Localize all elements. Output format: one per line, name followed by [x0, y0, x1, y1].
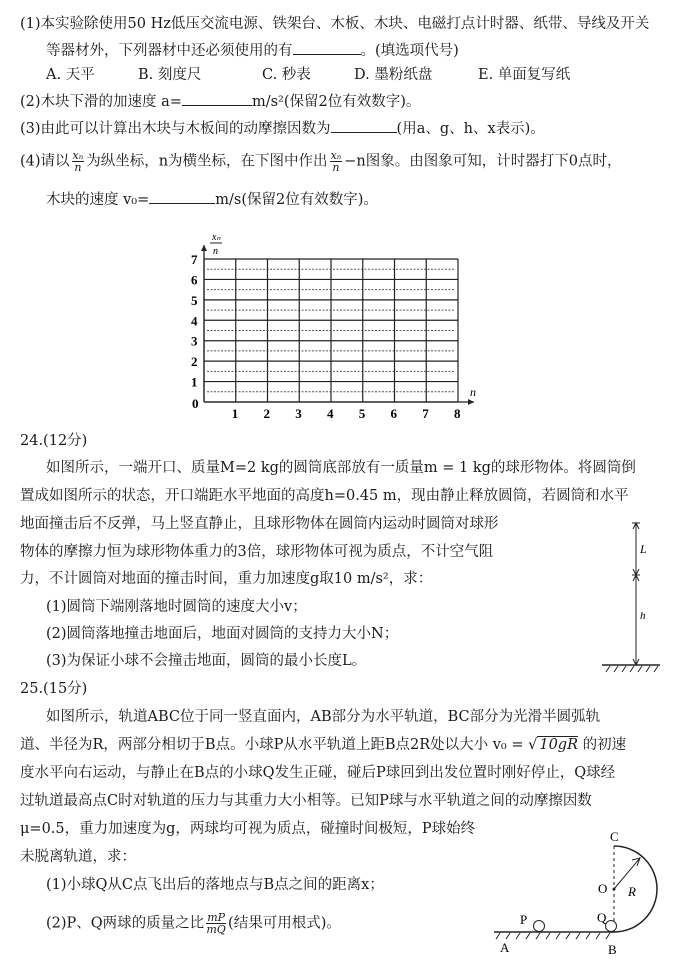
label-b: B: [608, 942, 617, 957]
fraction-numerator: mP: [207, 911, 226, 924]
q24-question-3: (3)为保证小球不会撞击地面，圆筒的最小长度L。: [46, 653, 367, 669]
track-diagram: [480, 828, 680, 968]
ground-hatch: [606, 666, 658, 672]
fraction-numerator: xₙ: [330, 149, 342, 162]
y-tick-label: 6: [191, 272, 198, 288]
x-axis-label: n: [470, 385, 476, 399]
fraction-numerator: xₙ: [72, 149, 84, 162]
y-axis-label-num: xₙ: [212, 232, 221, 243]
radius-arrow: [614, 858, 640, 889]
y-tick-label: 2: [191, 354, 198, 370]
q25-line-1: 如图所示，轨道ABC位于同一竖直面内，AB部分为水平轨道，BC部分为光滑半圆弧轨: [46, 709, 601, 725]
x-tick-label: 5: [358, 406, 366, 421]
fraction-denominator: n: [332, 161, 340, 174]
y-tick-label: 5: [191, 292, 198, 308]
q23-part3-note: (用a、g、h、x表示)。: [396, 121, 545, 137]
fraction-denominator: n: [74, 161, 82, 174]
q25-line-2-text: 道、半径为R，两部分相切于B点。小球P从水平轨道上距B点2R处以大小 v₀ =: [20, 737, 529, 753]
option-d: D. 墨粉纸盘: [354, 67, 433, 83]
q25-header: 25.(15分): [20, 681, 88, 697]
fraction-denominator: mQ: [206, 923, 226, 936]
q25-question-1: (1)小球Q从C点飞出后的落地点与B点之间的距离x；: [46, 877, 384, 893]
label-L: L: [640, 542, 647, 556]
option-b: B. 刻度尺: [138, 67, 202, 83]
y-tick-label: 7: [191, 252, 198, 267]
q24-line-1: 如图所示，一端开口、质量M=2 kg的圆筒底部放有一质量m = 1 kg的球形物体。将圆筒倒: [46, 460, 636, 476]
origin-label: 0: [192, 396, 199, 411]
q25-line-2: 道、半径为R，两部分相切于B点。小球P从水平轨道上距B点2R处以大小 v₀ = √ 10gR 的初速: [20, 737, 627, 753]
ball-q: [606, 921, 617, 932]
label-q: Q: [597, 910, 607, 925]
q23-part1-note: 。(填选项代号): [360, 43, 459, 59]
x-tick-label: 7: [422, 406, 429, 421]
label-r: R: [628, 884, 636, 899]
y-tick-label: 4: [191, 313, 198, 329]
center-point: [613, 888, 616, 891]
q23-part2-text: (2)木块下滑的加速度 a=: [20, 94, 182, 110]
label-h: h: [640, 610, 646, 622]
q24-header: 24.(12分): [20, 433, 88, 449]
x-tick-label: 3: [295, 406, 302, 421]
q23-part1-text: 等器材外，下列器材中还必须使用的有: [46, 43, 293, 59]
label-a: A: [500, 940, 510, 955]
label-p: P: [520, 912, 528, 927]
option-c: C. 秒表: [262, 67, 311, 83]
q23-part2-note: m/s²(保留2位有效数字)。: [251, 94, 421, 110]
x-tick-label: 8: [454, 406, 461, 421]
q25-line-3: 度水平向右运动，与静止在B点的小球Q发生正碰，碰后P球回到出发位置时刚好停止，Q球经: [20, 765, 616, 781]
q25-question-2: [46, 912, 341, 935]
q23-part4-text-e: m/s(保留2位有效数字)。: [215, 192, 378, 208]
option-e: E. 单面复写纸: [478, 67, 571, 83]
q25-line-5: μ=0.5，重力加速度为g，两球均可视为质点，碰撞时间极短，P球始终: [20, 821, 476, 837]
x-tick-label: 4: [327, 406, 334, 421]
label-o: O: [598, 881, 608, 896]
track-hatch: [496, 933, 610, 939]
q23-part4-text-c: −n图象。由图象可知，计时器打下0点时，: [344, 153, 622, 170]
q25-line-2-tail: 的初速: [578, 737, 627, 753]
x-tick-label: 2: [263, 406, 270, 421]
q24-line-2: 置成如图所示的状态，开口端距水平地面的高度h=0.45 m，现由静止释放圆筒，若圆筒和水平: [20, 488, 629, 504]
q23-part4-text-d: 木块的速度 v₀=: [46, 192, 150, 208]
x-tick-label: 6: [390, 406, 397, 421]
q25-line-4: 过轨道最高点C时对轨道的压力与其重力大小相等。已知P球与水平轨道之间的动摩擦因数: [20, 793, 592, 809]
ball-p: [534, 921, 545, 932]
y-tick-label: 1: [191, 374, 198, 390]
q24-question-1: (1)圆筒下端刚落地时圆筒的速度大小v；: [46, 599, 307, 615]
cylinder-drop-diagram: [580, 515, 660, 675]
q23-part3-text: (3)由此可以计算出木块与木板间的动摩擦因数为: [20, 121, 331, 137]
q25-question-2-text: (2)P、Q两球的质量之比: [46, 915, 205, 932]
q24-question-2: (2)圆筒落地撞击地面后，地面对圆筒的支持力大小N；: [46, 626, 399, 642]
q23-part4-text-b: 为纵坐标，n为横坐标，在下图中作出: [86, 153, 328, 170]
q23-part1-line1: (1)本实验除使用50 Hz低压交流电源、铁架台、木板、木块、电磁打点计时器、纸带、导线及开关: [20, 16, 650, 32]
mass-ratio-fraction: [206, 912, 226, 935]
q23-part4-text-a: (4)请以: [20, 153, 70, 170]
q25-question-2-note: (结果可用根式)。: [228, 915, 341, 932]
q25-line-6: 未脱离轨道，求：: [20, 849, 136, 865]
x-tick-label: 1: [231, 406, 239, 421]
q24-line-4: 物体的摩擦力恒为球形物体重力的3倍，球形物体可视为质点，不计空气阻: [20, 544, 494, 560]
x-axis-arrow: [468, 399, 474, 405]
q24-line-3: 地面撞击后不反弹，马上竖直静止，且球形物体在圆筒内运动时圆筒对球形: [20, 516, 499, 532]
y-axis-label-den: n: [213, 246, 218, 257]
sqrt-expression: 10gR: [539, 737, 579, 753]
y-tick-label: 3: [191, 333, 198, 349]
label-c: C: [610, 829, 619, 844]
option-a: A. 天平: [46, 67, 95, 83]
y-axis-arrow: [201, 245, 207, 251]
q24-line-5: 力，不计圆筒对地面的撞击时间，重力加速度g取10 m/s²，求：: [20, 571, 433, 587]
